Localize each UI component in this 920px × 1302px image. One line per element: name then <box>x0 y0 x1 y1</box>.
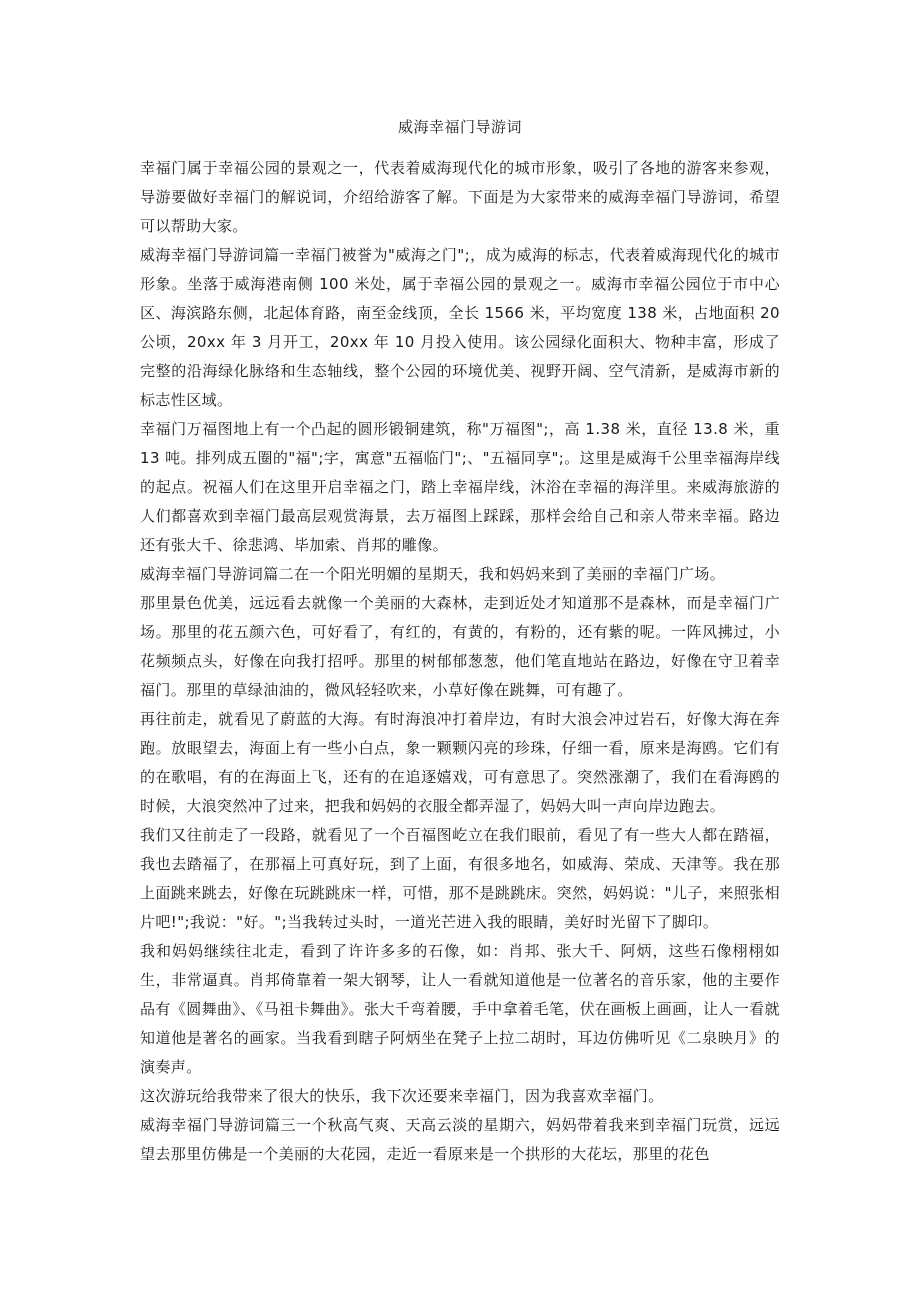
paragraph-baifu-map: 我们又往前走了一段路，就看见了一个百福图屹立在我们眼前，看见了有一些大人都在踏福，我也去踏福了，在那福上可真好玩，到了上面，有很多地名，如威海、荣成、天津等。我在那上面跳来跳去，好像在玩跳跳床一样，可惜，那不是跳跳床。突然，妈妈说："儿子，来照张相片吧!";我说："好。";当我转过头时，一道光芒进入我的眼睛，美好时光留下了脚印。 <box>140 826 780 931</box>
paragraph-part-two: 威海幸福门导游词篇二在一个阳光明媚的星期天，我和妈妈来到了美丽的幸福门广场。 <box>140 565 726 583</box>
paragraph-part-three: 威海幸福门导游词篇三一个秋高气爽、天高云淡的星期六，妈妈带着我来到幸福门玩赏，远远望去那里仿佛是一个美丽的大花园，走近一看原来是一个拱形的大花坛，那里的花色 <box>140 1116 780 1163</box>
paragraph-statues: 我和妈妈继续往北走，看到了许许多多的石像，如：肖邦、张大千、阿炳，这些石像栩栩如生，非常逼真。肖邦倚靠着一架大钢琴，让人一看就知道他是一位著名的音乐家，他的主要作品有《圆舞曲》、《马祖卡舞曲》。张大千弯着腰，手中拿着毛笔，伏在画板上画画，让人一看就知道他是著名的画家。当我看到瞎子阿炳坐在凳子上拉二胡时，耳边仿佛听见《二泉映月》的演奏声。 <box>140 942 780 1076</box>
paragraph-conclusion: 这次游玩给我带来了很大的快乐，我下次还要来幸福门，因为我喜欢幸福门。 <box>140 1087 664 1105</box>
paragraph-sea: 再往前走，就看见了蔚蓝的大海。有时海浪冲打着岸边，有时大浪会冲过岩石，好像大海在奔跑。放眼望去，海面上有一些小白点，象一颗颗闪亮的珍珠，仔细一看，原来是海鸥。它们有的在歌唱，有的在海面上飞，还有的在追逐嬉戏，可有意思了。突然涨潮了，我们在看海鸥的时候，大浪突然冲了过来，把我和妈妈的衣服全都弄湿了，妈妈大叫一声向岸边跑去。 <box>140 710 780 815</box>
document-body <box>140 154 780 1169</box>
paragraph-intro: 幸福门属于幸福公园的景观之一，代表着威海现代化的城市形象，吸引了各地的游客来参观，导游要做好幸福门的解说词，介绍给游客了解。下面是为大家带来的威海幸福门导游词，希望可以帮助大家。 <box>140 159 780 235</box>
paragraph-wanfu-map: 幸福门万福图地上有一个凸起的圆形锻铜建筑，称"万福图";，高 1.38 米，直径 13.8 米，重 13 吨。排列成五圈的"福";字，寓意"五福临门";、"五福同享";。这里是威海千公里幸福海岸线的起点。祝福人们在这里开启幸福之门，踏上幸福岸线，沐浴在幸福的海洋里。来威海旅游的人们都喜欢到幸福门最高层观赏海景，去万福图上踩踩，那样会给自己和亲人带来幸福。路边还有张大千、徐悲鸿、毕加索、肖邦的雕像。 <box>140 420 780 554</box>
document-title: 威海幸福门导游词 <box>397 118 522 136</box>
paragraph-part-one: 威海幸福门导游词篇一幸福门被誉为"威海之门";，成为威海的标志，代表着威海现代化的城市形象。坐落于威海港南侧 100 米处，属于幸福公园的景观之一。威海市幸福公园位于市中心区、海滨路东侧，北起体育路，南至金线顶，全长 1566 米，平均宽度 138 米，占地面积 20 公顷，20xx 年 3 月开工，20xx 年 10 月投入使用。该公园绿化面积大、物种丰富，形成了完整的沿海绿化脉络和生态轴线，整个公园的环境优美、视野开阔、空气清新，是威海市新的标志性区域。 <box>140 246 780 409</box>
paragraph-scenery: 那里景色优美，远远看去就像一个美丽的大森林，走到近处才知道那不是森林，而是幸福门广场。那里的花五颜六色，可好看了，有红的，有黄的，有粉的，还有紫的呢。一阵风拂过，小花频频点头，好像在向我打招呼。那里的树郁郁葱葱，他们笔直地站在路边，好像在守卫着幸福门。那里的草绿油油的，微风轻轻吹来，小草好像在跳舞，可有趣了。 <box>140 594 780 699</box>
